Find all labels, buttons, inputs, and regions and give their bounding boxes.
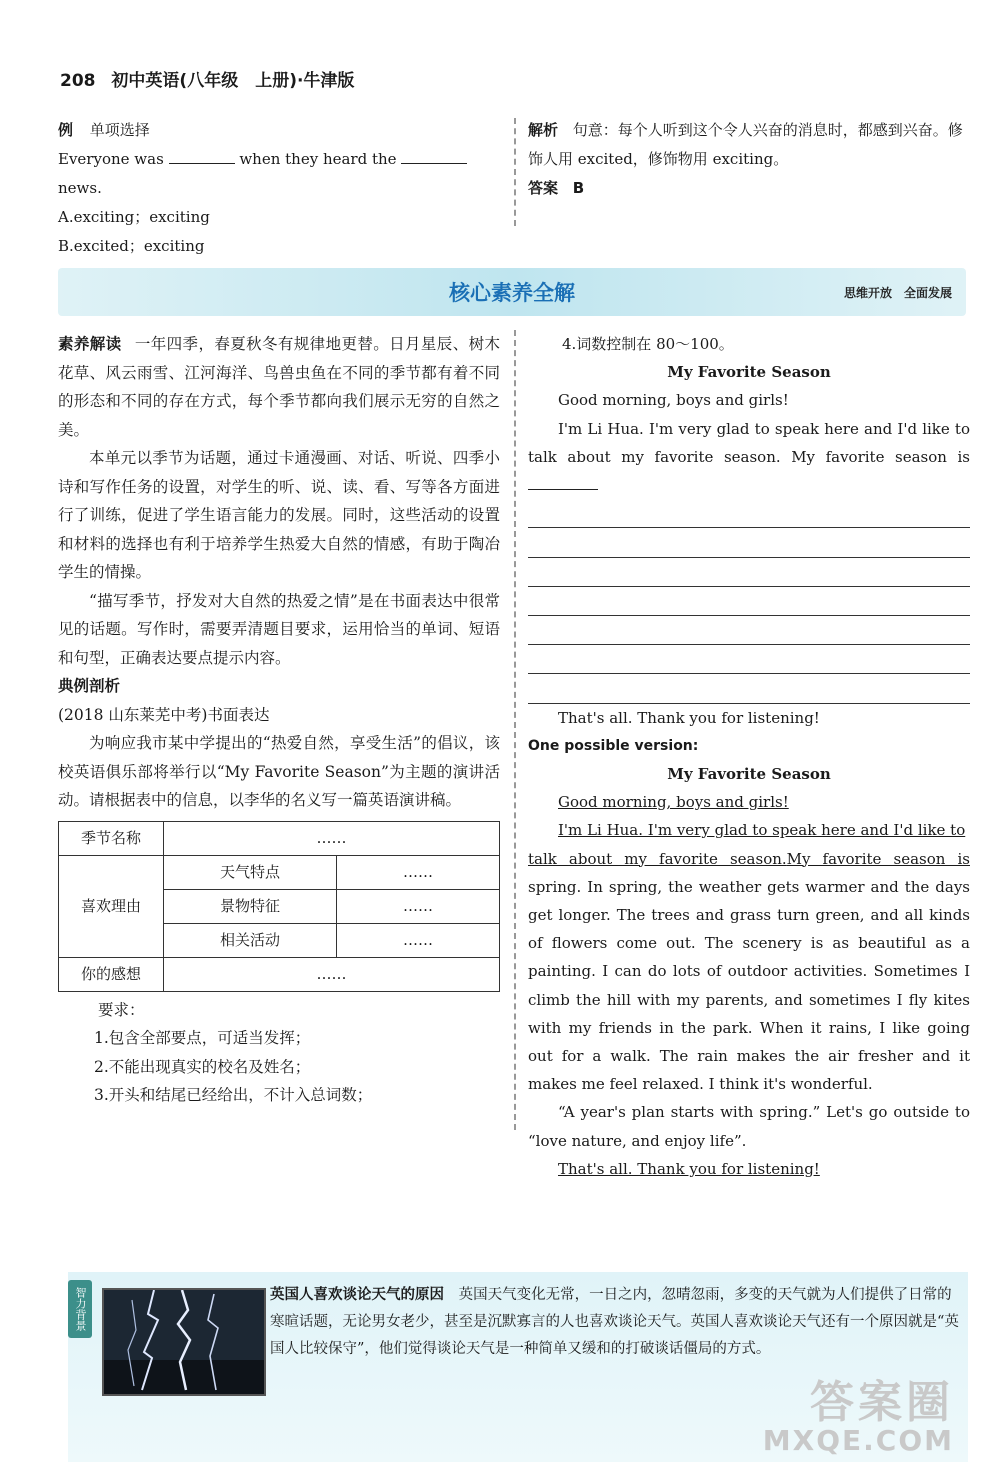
answer-value: B <box>572 179 585 197</box>
paragraph: 本单元以季节为话题，通过卡通漫画、对话、听说、四季小诗和写作任务的设置，对学生的听、说、读、看、写等各方面进行了训练，促进了学生语言能力的发展。同时，这些活动的设置和材料的选择也有利于培养学生热爱大自然的情感，有助于陶冶学生的情操。 <box>58 449 500 581</box>
page-number: 208 <box>60 71 96 91</box>
info-table <box>58 821 500 992</box>
version-quote: “A year's plan starts with spring.” Let's go outside to “love nature, and enjoy life”. <box>528 1103 970 1150</box>
watermark-text: 答案圈 <box>810 1377 954 1428</box>
requirements-title: 要求： <box>98 1000 145 1019</box>
requirement-item: 4.词数控制在 80～100。 <box>562 335 734 353</box>
table-cell: …… <box>337 923 500 957</box>
right-column <box>528 330 970 1183</box>
left-column <box>58 330 500 1110</box>
option-a: A.exciting；exciting <box>58 208 210 226</box>
essay-prompt <box>528 415 970 500</box>
watermark-url: MXQE.COM <box>762 1424 954 1457</box>
table-row <box>59 957 500 991</box>
requirement-item: 3.开头和结尾已经给出，不计入总词数； <box>94 1086 373 1104</box>
analysis-label: 解析 <box>528 121 559 139</box>
version-label: One possible version: <box>528 737 699 754</box>
table-cell: 喜欢理由 <box>59 855 164 957</box>
answer-label: 答案 <box>528 179 559 197</box>
writing-line <box>528 674 970 703</box>
case-source: (2018 山东莱芜中考)书面表达 <box>58 705 270 724</box>
background-text <box>270 1282 960 1363</box>
example-label: 例 <box>58 121 74 139</box>
answer-blank <box>401 147 467 164</box>
table-cell: …… <box>337 889 500 923</box>
section-banner <box>58 268 966 316</box>
version-body: spring. In spring, the weather gets warmer and the days get longer. The trees and grass turn green, and all kinds of flowers come out. The scenery is as beautiful as a painting. I can do lots of outdoor activities. Sometimes I climb the hill with my parents, and sometimes I fly kites with my friends in the park. When it rains, I like going out for a walk. The rain makes the air fresher and it makes me feel relaxed. I think it's wonderful. <box>528 877 970 1094</box>
essay-greeting: Good morning, boys and girls! <box>558 391 789 410</box>
table-cell: 季节名称 <box>59 821 164 855</box>
table-cell: 天气特点 <box>164 855 337 889</box>
table-cell: 相关活动 <box>164 923 337 957</box>
writing-line <box>528 499 970 528</box>
table-cell: 景物特征 <box>164 889 337 923</box>
column-divider <box>514 118 516 226</box>
paragraph: “描写季节，抒发对大自然的热爱之情”是在书面表达中很常见的话题。写作时，需要弄清题目要求，运用恰当的单词、短语和句型，正确表达要点提示内容。 <box>58 591 500 667</box>
site-watermark <box>762 1377 954 1457</box>
table-cell: …… <box>337 855 500 889</box>
intro-label: 素养解读 <box>58 335 122 353</box>
example-type: 单项选择 <box>89 121 150 139</box>
writing-line <box>528 587 970 616</box>
analysis-text: 句意：每个人听到这个令人兴奋的消息时，都感到兴奋。修饰人用 excited，修饰物用 exciting。 <box>528 121 963 168</box>
answer-blank <box>528 473 598 490</box>
essay-title: My Favorite Season <box>667 363 831 382</box>
lightning-photo <box>102 1288 266 1396</box>
case-label: 典例剖析 <box>58 677 121 695</box>
requirement-item: 2.不能出现真实的校名及姓名； <box>94 1057 311 1076</box>
essay-ending: That's all. Thank you for listening! <box>558 708 820 727</box>
background-title: 英国人喜欢谈论天气的原因 <box>270 1287 444 1303</box>
table-row <box>59 821 500 855</box>
background-body: 英国天气变化无常，一日之内，忽晴忽雨，多变的天气就为人们提供了日常的寒暄话题，无论男女老少，甚至是沉默寡言的人也喜欢谈论天气。英国人喜欢谈论天气还有一个原因就是“英国人比较保守”，他们觉得谈论天气是一种简单又缓和的打破谈话僵局的方式。 <box>270 1287 959 1357</box>
intro-text: 一年四季，春夏秋冬有规律地更替。日月星辰、树木花草、风云雨雪、江河海洋、鸟兽虫鱼在不同的季节都有着不同的形态和不同的存在方式，每个季节都向我们展示无穷的自然之美。 <box>58 335 500 439</box>
requirements <box>58 996 500 1110</box>
question-part1: Everyone was <box>58 150 164 168</box>
version-line2b: My favorite season is <box>786 849 970 868</box>
requirement-item: 1.包含全部要点，可适当发挥； <box>94 1029 311 1047</box>
example-analysis <box>528 116 970 203</box>
table-cell: …… <box>164 821 500 855</box>
task-description: 为响应我市某中学提出的“热爱自然，享受生活”的倡议，该校英语俱乐部将举行以“My Favorite Season”为主题的演讲活动。请根据表中的信息，以李华的名义写一篇英语演讲稿。 <box>58 734 500 809</box>
writing-line <box>528 528 970 557</box>
page-header <box>60 66 354 91</box>
answer-blank <box>169 147 235 164</box>
table-row <box>59 855 500 889</box>
version-greeting: Good morning, boys and girls! <box>558 793 789 812</box>
version-ending: That's all. Thank you for listening! <box>558 1159 820 1178</box>
book-title: 初中英语(八年级 上册)·牛津版 <box>111 71 355 91</box>
table-cell: …… <box>164 957 500 991</box>
writing-line <box>528 616 970 645</box>
writing-line <box>528 558 970 587</box>
table-cell: 你的感想 <box>59 957 164 991</box>
question-part3: news. <box>58 179 102 197</box>
question-part2: when they heard the <box>239 150 397 168</box>
background-tab: 智力背景 <box>68 1280 92 1338</box>
version-line2: talk about my favorite season. <box>528 849 787 868</box>
section-title: 核心素养全解 <box>449 281 575 305</box>
version-line1: I'm Li Hua. I'm very glad to speak here and I'd like to <box>558 821 966 840</box>
essay-prompt-text: I'm Li Hua. I'm very glad to speak here and I'd like to talk about my favorite season. My favorite season is <box>528 419 970 466</box>
option-b: B.excited；exciting <box>58 237 205 255</box>
section-subtitle: 思维开放 全面发展 <box>843 286 952 300</box>
column-divider <box>514 330 516 1130</box>
writing-line <box>528 645 970 674</box>
version-title: My Favorite Season <box>667 764 831 783</box>
background-info-box <box>68 1272 968 1462</box>
